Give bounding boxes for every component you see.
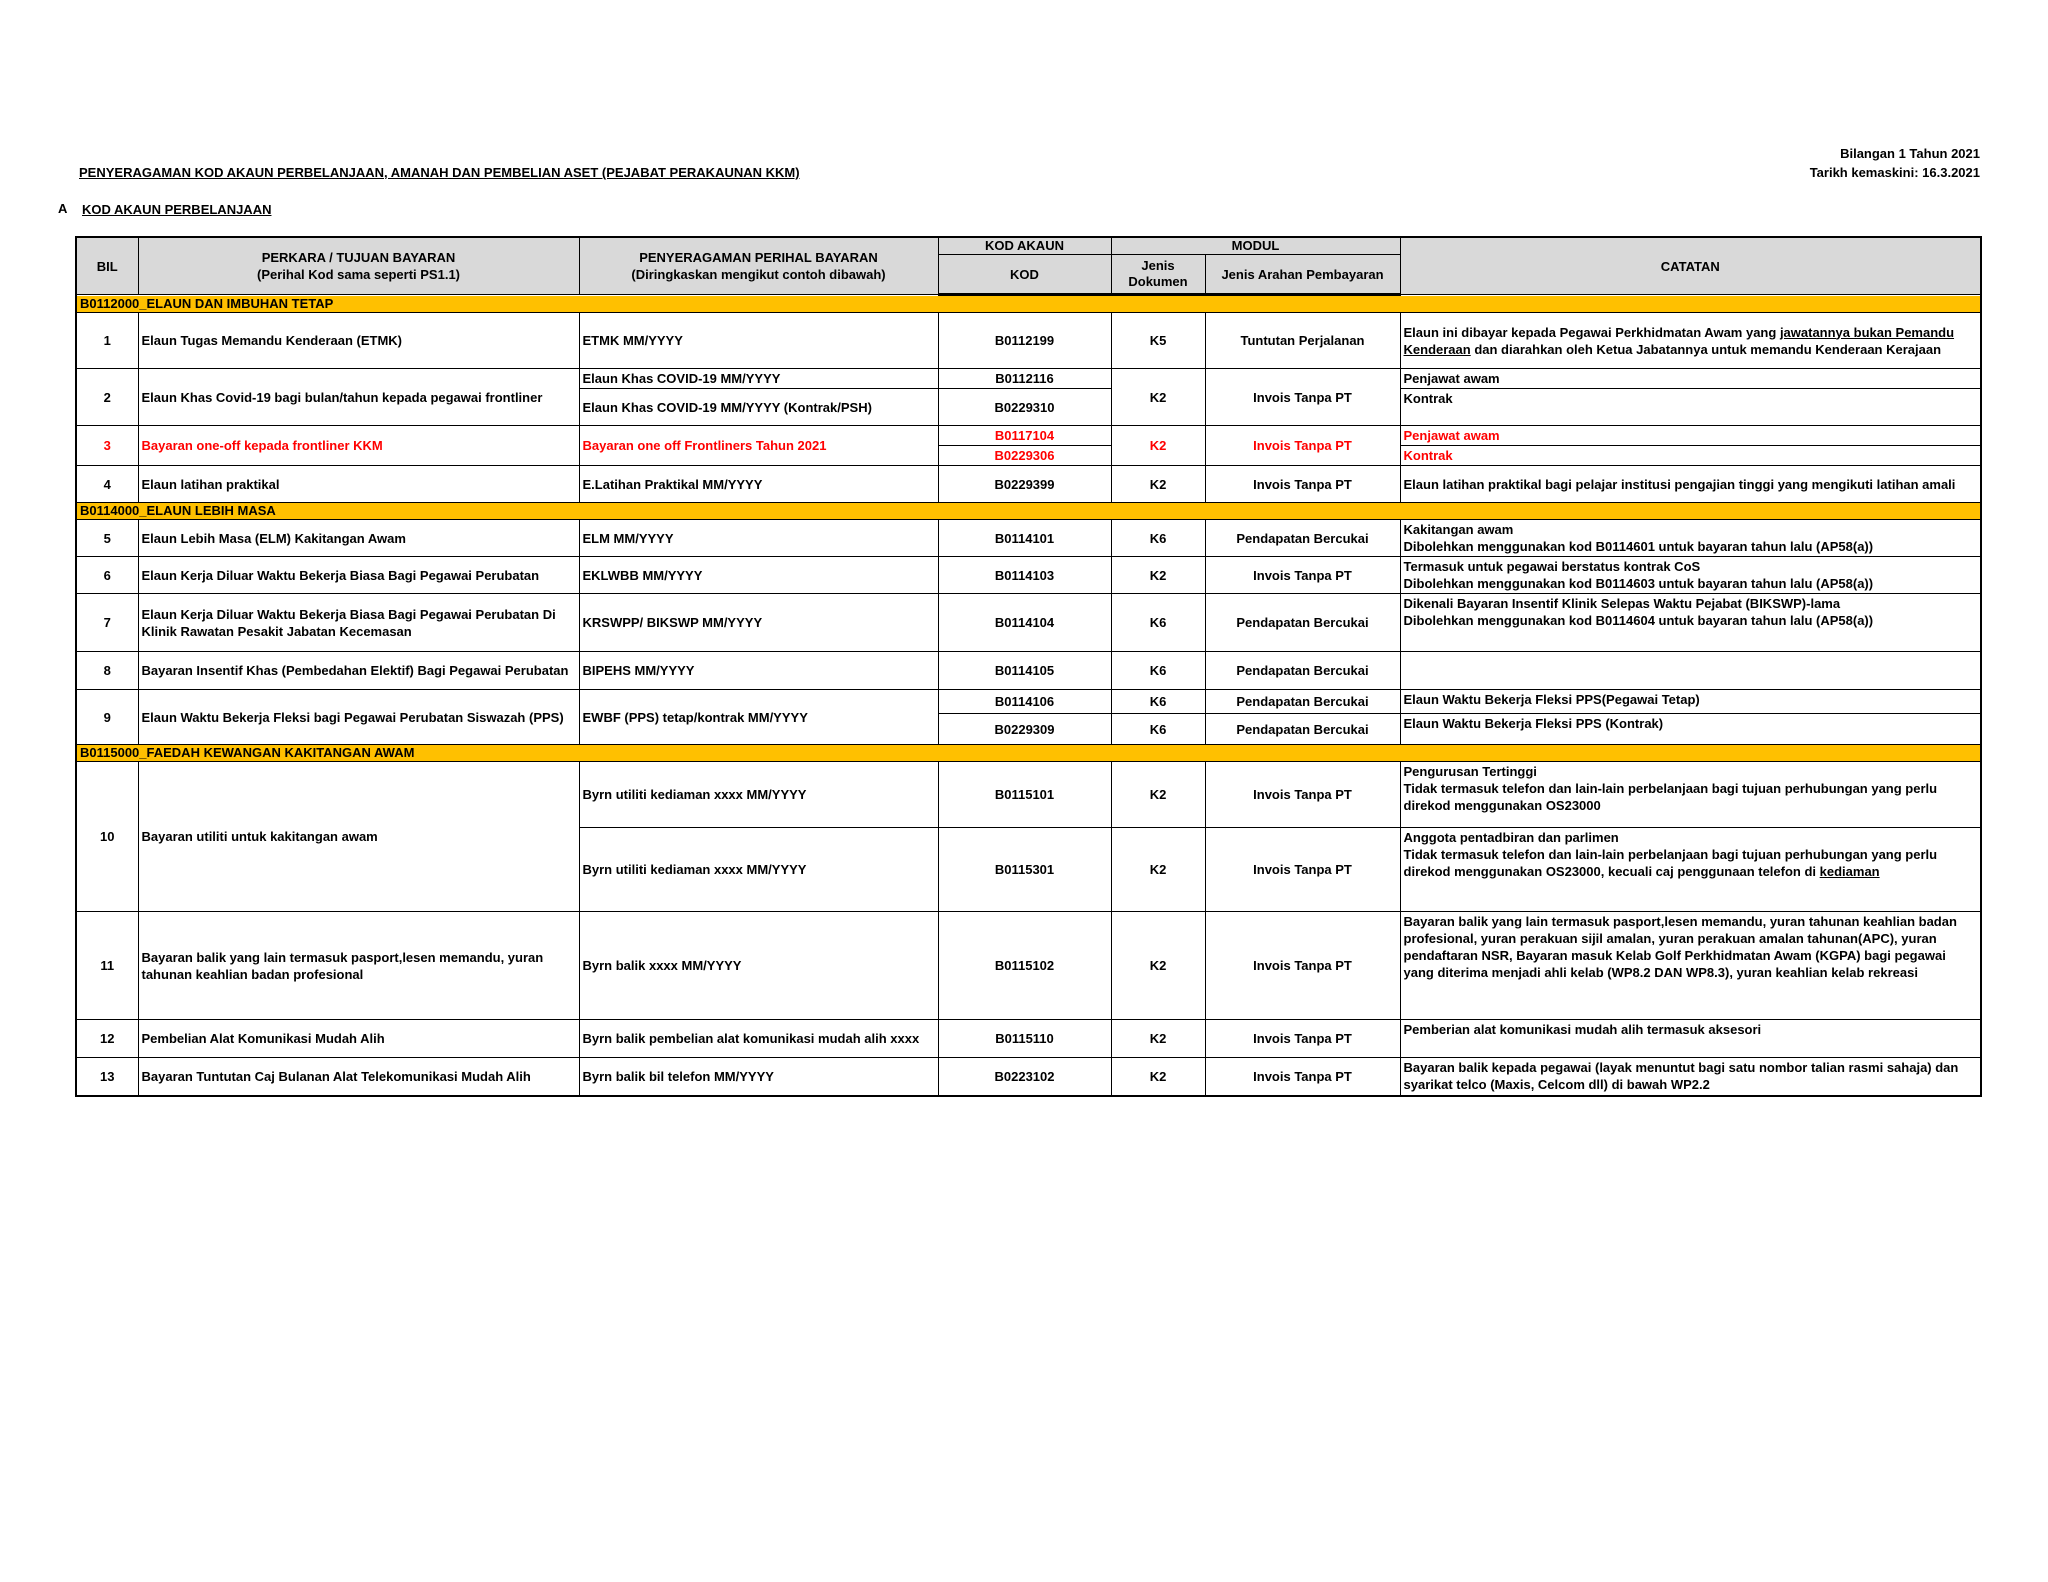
update-date: Tarikh kemaskini: 16.3.2021: [1809, 165, 1980, 180]
col-catatan: CATATAN: [1400, 237, 1981, 295]
row-kod: B0114104: [938, 594, 1111, 652]
row-perkara: Bayaran Insentif Khas (Pembedahan Elektif) Bagi Pegawai Perubatan: [138, 652, 579, 690]
row-kod: B0117104: [938, 426, 1111, 446]
expense-code-table: [75, 236, 1982, 1097]
row-perihal: BIPEHS MM/YYYY: [579, 652, 938, 690]
row-bil: 11: [76, 912, 138, 1020]
row-jenis-arahan: Pendapatan Bercukai: [1205, 520, 1400, 557]
row-bil: 9: [76, 690, 138, 745]
row-catatan: Penjawat awam: [1400, 369, 1981, 389]
row-perihal: Byrn utiliti kediaman xxxx MM/YYYY: [579, 828, 938, 912]
row-bil: 3: [76, 426, 138, 466]
table-row: [76, 369, 1981, 389]
row-jenis-arahan: Invois Tanpa PT: [1205, 466, 1400, 503]
row-perihal: Byrn balik bil telefon MM/YYYY: [579, 1058, 938, 1096]
catatan-line: Pengurusan Tertinggi: [1403, 764, 1537, 779]
table-row: [76, 594, 1981, 652]
row-catatan: Bayaran balik kepada pegawai (layak menuntut bagi satu nombor talian rasmi sahaja) dan syarikat telco (Maxis, Celcom dll) di bawah WP2.2: [1400, 1058, 1981, 1096]
row-catatan: [1400, 313, 1981, 369]
table-row: [76, 520, 1981, 557]
catatan-text: Tidak termasuk telefon dan lain-lain perbelanjaan bagi tujuan perhubungan yang perlu direkod menggunakan OS23000, kecuali caj penggunaan telefon di: [1403, 847, 1938, 879]
row-catatan: Kontrak: [1400, 389, 1981, 426]
row-jenis-arahan: Tuntutan Perjalanan: [1205, 313, 1400, 369]
row-perkara: Bayaran utiliti untuk kakitangan awam: [138, 762, 579, 912]
row-bil: 12: [76, 1020, 138, 1058]
row-bil: 10: [76, 762, 138, 912]
row-jenis-arahan: Invois Tanpa PT: [1205, 1058, 1400, 1096]
col-modul: MODUL: [1111, 237, 1400, 255]
row-jenis-arahan: Pendapatan Bercukai: [1205, 690, 1400, 714]
row-perihal: Byrn balik xxxx MM/YYYY: [579, 912, 938, 1020]
catatan-line: Dibolehkan menggunakan kod B0114604 untuk bayaran tahun lalu (AP58(a)): [1403, 613, 1874, 628]
row-kod: B0112116: [938, 369, 1111, 389]
table-row: [76, 690, 1981, 714]
row-jenis-arahan: Invois Tanpa PT: [1205, 912, 1400, 1020]
row-perkara: Elaun Waktu Bekerja Fleksi bagi Pegawai Perubatan Siswazah (PPS): [138, 690, 579, 745]
row-jenis-dokumen: K2: [1111, 1020, 1205, 1058]
table-row: [76, 466, 1981, 503]
row-perkara: Elaun Kerja Diluar Waktu Bekerja Biasa Bagi Pegawai Perubatan Di Klinik Rawatan Pesakit Jabatan Kecemasan: [138, 594, 579, 652]
row-kod: B0229399: [938, 466, 1111, 503]
table-row: [76, 1020, 1981, 1058]
row-jenis-arahan: Pendapatan Bercukai: [1205, 594, 1400, 652]
row-jenis-dokumen: K2: [1111, 369, 1205, 426]
row-jenis-dokumen: K2: [1111, 557, 1205, 594]
row-catatan: [1400, 828, 1981, 912]
table-row: [76, 652, 1981, 690]
row-jenis-arahan: Invois Tanpa PT: [1205, 426, 1400, 466]
section-letter: A: [58, 201, 68, 216]
catatan-line: Dikenali Bayaran Insentif Klinik Selepas Waktu Pejabat (BIKSWP)-lama: [1403, 596, 1841, 611]
row-bil: 5: [76, 520, 138, 557]
table-row: [76, 557, 1981, 594]
row-perkara: Elaun Tugas Memandu Kenderaan (ETMK): [138, 313, 579, 369]
row-perihal: EWBF (PPS) tetap/kontrak MM/YYYY: [579, 690, 938, 745]
row-catatan: Pemberian alat komunikasi mudah alih termasuk aksesori: [1400, 1020, 1981, 1058]
catatan-line: Termasuk untuk pegawai berstatus kontrak CoS: [1403, 559, 1701, 574]
bulletin-number: Bilangan 1 Tahun 2021: [1840, 146, 1980, 161]
row-perihal: Elaun Khas COVID-19 MM/YYYY: [579, 369, 938, 389]
row-kod: B0229309: [938, 714, 1111, 745]
table-row: [76, 1058, 1981, 1096]
row-jenis-arahan: Invois Tanpa PT: [1205, 762, 1400, 828]
row-perkara: Elaun Kerja Diluar Waktu Bekerja Biasa Bagi Pegawai Perubatan: [138, 557, 579, 594]
row-bil: 8: [76, 652, 138, 690]
table-row: [76, 762, 1981, 828]
section-title: KOD AKAUN PERBELANJAAN: [82, 202, 272, 217]
row-jenis-arahan: Invois Tanpa PT: [1205, 557, 1400, 594]
row-kod: B0229306: [938, 446, 1111, 466]
col-perkara: [138, 237, 579, 295]
row-bil: 13: [76, 1058, 138, 1096]
row-jenis-dokumen: K2: [1111, 828, 1205, 912]
row-perihal: Bayaran one off Frontliners Tahun 2021: [579, 426, 938, 466]
row-jenis-arahan: Pendapatan Bercukai: [1205, 652, 1400, 690]
row-jenis-arahan: Invois Tanpa PT: [1205, 369, 1400, 426]
row-bil: 4: [76, 466, 138, 503]
row-kod: B0223102: [938, 1058, 1111, 1096]
row-perihal: ELM MM/YYYY: [579, 520, 938, 557]
row-catatan: Penjawat awam: [1400, 426, 1981, 446]
col-kod-akaun: KOD AKAUN: [938, 237, 1111, 255]
col-penyeragaman-sub: (Diringkaskan mengikut contoh dibawah): [631, 267, 886, 282]
row-perkara: Bayaran Tuntutan Caj Bulanan Alat Telekomunikasi Mudah Alih: [138, 1058, 579, 1096]
catatan-text: dan diarahkan oleh Ketua Jabatannya untuk memandu Kenderaan Kerajaan: [1470, 341, 1942, 357]
row-jenis-dokumen: K6: [1111, 690, 1205, 714]
header-row-1: [76, 237, 1981, 255]
row-catatan: Elaun Waktu Bekerja Fleksi PPS(Pegawai Tetap): [1400, 690, 1981, 714]
row-perkara: Elaun latihan praktikal: [138, 466, 579, 503]
row-kod: B0115110: [938, 1020, 1111, 1058]
row-catatan: Bayaran balik yang lain termasuk pasport,lesen memandu, yuran tahunan keahlian badan profesional, yuran perakuan sijil amalan, yuran perakuan amalan tahunan(APC), yuran pendaftaran NSR, Bayaran masuk Kelab Golf Perkhidmatan Awam (KGPA) bagi pegawai yang diterima menjadi ahli kelab (WP8.2 DAN WP8.3), yuran keahlian kelab rekreasi: [1400, 912, 1981, 1020]
catatan-line: Anggota pentadbiran dan parlimen: [1403, 830, 1619, 845]
row-kod: B0229310: [938, 389, 1111, 426]
row-kod: B0114103: [938, 557, 1111, 594]
col-jenis-arahan: Jenis Arahan Pembayaran: [1205, 255, 1400, 295]
row-perkara: Bayaran one-off kepada frontliner KKM: [138, 426, 579, 466]
row-jenis-arahan: Pendapatan Bercukai: [1205, 714, 1400, 745]
row-catatan: [1400, 762, 1981, 828]
row-catatan: [1400, 557, 1981, 594]
catatan-line: Dibolehkan menggunakan kod B0114601 untuk bayaran tahun lalu (AP58(a)): [1403, 539, 1874, 554]
row-perihal: E.Latihan Praktikal MM/YYYY: [579, 466, 938, 503]
row-perihal: Elaun Khas COVID-19 MM/YYYY (Kontrak/PSH): [579, 389, 938, 426]
row-bil: 2: [76, 369, 138, 426]
catatan-line: Tidak termasuk telefon dan lain-lain perbelanjaan bagi tujuan perhubungan yang perlu direkod menggunakan OS23000: [1403, 781, 1938, 813]
col-bil: BIL: [76, 237, 138, 295]
row-jenis-arahan: Invois Tanpa PT: [1205, 828, 1400, 912]
row-kod: B0115102: [938, 912, 1111, 1020]
row-jenis-dokumen: K2: [1111, 426, 1205, 466]
row-perihal: Byrn balik pembelian alat komunikasi mudah alih xxxx: [579, 1020, 938, 1058]
col-penyeragaman: [579, 237, 938, 295]
section-row: [76, 295, 1981, 313]
row-jenis-dokumen: K6: [1111, 594, 1205, 652]
row-jenis-dokumen: K6: [1111, 714, 1205, 745]
section-label: B0115000_FAEDAH KEWANGAN KAKITANGAN AWAM: [76, 745, 1981, 762]
row-catatan: [1400, 520, 1981, 557]
table-row: [76, 912, 1981, 1020]
section-row: [76, 503, 1981, 520]
table-row-highlighted: [76, 426, 1981, 446]
row-catatan: Elaun latihan praktikal bagi pelajar institusi pengajian tinggi yang mengikuti latihan amali: [1400, 466, 1981, 503]
row-perkara: Pembelian Alat Komunikasi Mudah Alih: [138, 1020, 579, 1058]
row-jenis-arahan: Invois Tanpa PT: [1205, 1020, 1400, 1058]
row-jenis-dokumen: K2: [1111, 762, 1205, 828]
row-jenis-dokumen: K2: [1111, 1058, 1205, 1096]
table-row: [76, 313, 1981, 369]
row-jenis-dokumen: K2: [1111, 466, 1205, 503]
row-bil: 6: [76, 557, 138, 594]
row-perihal: Byrn utiliti kediaman xxxx MM/YYYY: [579, 762, 938, 828]
row-perkara: Elaun Lebih Masa (ELM) Kakitangan Awam: [138, 520, 579, 557]
row-kod: B0114106: [938, 690, 1111, 714]
row-bil: 7: [76, 594, 138, 652]
row-jenis-dokumen: K6: [1111, 652, 1205, 690]
row-kod: B0115101: [938, 762, 1111, 828]
col-perkara-sub: (Perihal Kod sama seperti PS1.1): [256, 267, 461, 282]
row-catatan: Elaun Waktu Bekerja Fleksi PPS (Kontrak): [1400, 714, 1981, 745]
row-jenis-dokumen: K6: [1111, 520, 1205, 557]
section-label: B0114000_ELAUN LEBIH MASA: [76, 503, 1981, 520]
row-perkara: Bayaran balik yang lain termasuk pasport,lesen memandu, yuran tahunan keahlian badan profesional: [138, 912, 579, 1020]
catatan-text: Elaun ini dibayar kepada Pegawai Perkhidmatan Awam yang: [1403, 324, 1780, 340]
col-kod: KOD: [938, 255, 1111, 295]
row-kod: B0112199: [938, 313, 1111, 369]
row-perihal: ETMK MM/YYYY: [579, 313, 938, 369]
row-bil: 1: [76, 313, 138, 369]
row-kod: B0114101: [938, 520, 1111, 557]
row-perihal: KRSWPP/ BIKSWP MM/YYYY: [579, 594, 938, 652]
row-catatan: Kontrak: [1400, 446, 1981, 466]
col-jenis-dokumen: Jenis Dokumen: [1111, 255, 1205, 295]
row-kod: B0115301: [938, 828, 1111, 912]
row-perkara: Elaun Khas Covid-19 bagi bulan/tahun kepada pegawai frontliner: [138, 369, 579, 426]
row-catatan: [1400, 652, 1981, 690]
row-perihal: EKLWBB MM/YYYY: [579, 557, 938, 594]
section-label: B0112000_ELAUN DAN IMBUHAN TETAP: [76, 295, 1981, 313]
section-row: [76, 745, 1981, 762]
row-catatan: [1400, 594, 1981, 652]
catatan-underlined: kediaman: [1819, 864, 1880, 879]
catatan-underlined: jawatannya bukan Pemandu Kenderaan: [1403, 324, 1955, 357]
page-title: PENYERAGAMAN KOD AKAUN PERBELANJAAN, AMANAH DAN PEMBELIAN ASET (PEJABAT PERAKAUNAN KKM): [79, 165, 800, 180]
col-perkara-title: PERKARA / TUJUAN BAYARAN: [261, 250, 456, 265]
col-penyeragaman-title: PENYERAGAMAN PERIHAL BAYARAN: [639, 250, 878, 265]
catatan-line: Kakitangan awam: [1403, 522, 1514, 537]
row-kod: B0114105: [938, 652, 1111, 690]
catatan-line: Dibolehkan menggunakan kod B0114603 untuk bayaran tahun lalu (AP58(a)): [1403, 576, 1874, 591]
row-jenis-dokumen: K2: [1111, 912, 1205, 1020]
row-jenis-dokumen: K5: [1111, 313, 1205, 369]
